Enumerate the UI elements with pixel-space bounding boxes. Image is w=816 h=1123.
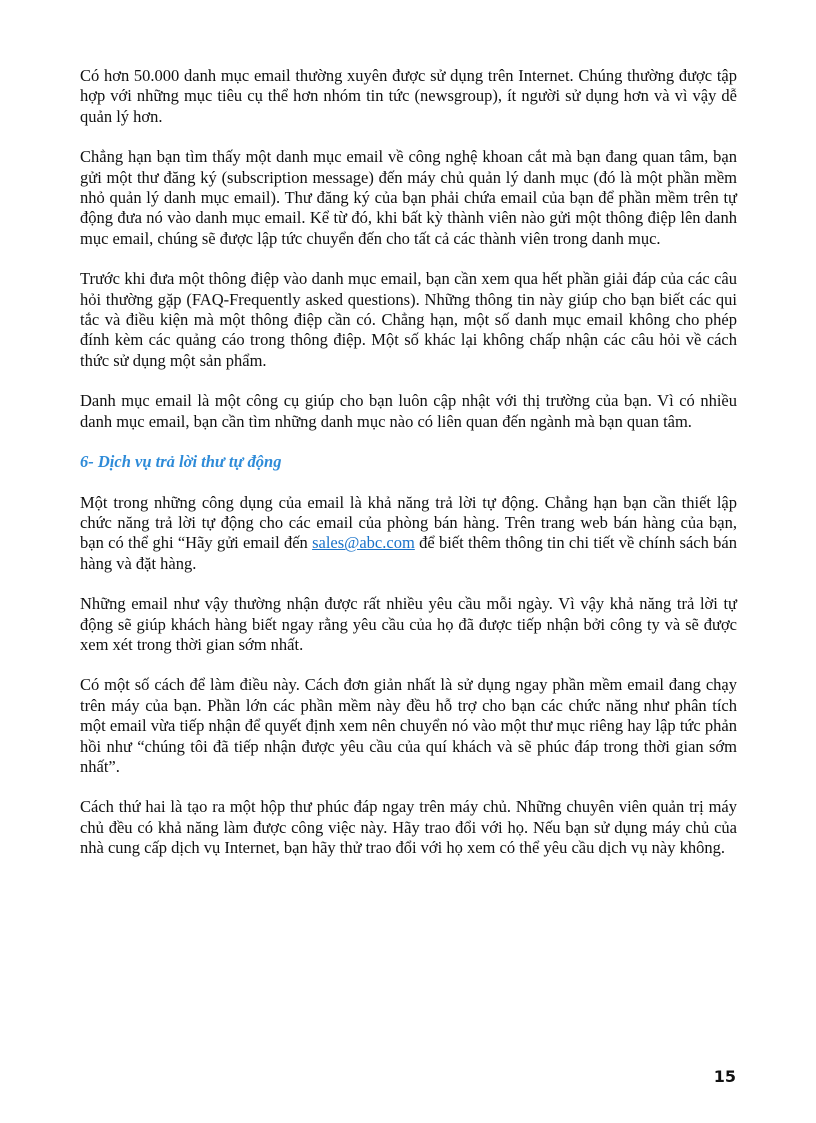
paragraph-faq: Trước khi đưa một thông điệp vào danh mục email, bạn cần xem qua hết phần giải đáp của các câu hỏi thường gặp (FAQ-Frequently asked questions). Những thông tin này giúp cho bạn biết các qui tắc và điều kiện mà một thông điệp cần có. Chẳng hạn, một số danh mục email không cho phép đính kèm các quảng cáo trong thông điệp. Một số khác lại không chấp nhận các câu hỏi về cách thức sử dụng một sản phẩm. — [80, 269, 737, 370]
page-number: 15 — [713, 1067, 736, 1086]
paragraph-many-requests: Những email như vậy thường nhận được rất nhiều yêu cầu mỗi ngày. Vì vậy khả năng trả lời tự động sẽ giúp khách hàng biết ngay rằng yêu cầu của họ đã được tiếp nhận bởi công ty và sẽ được xem xét trong thời gian sớm nhất. — [80, 594, 737, 654]
auto-reply-intro-text: Một trong những công dụng của email là khả năng trả lời tự động. Chẳng hạn bạn cần thiết lập chức năng trả lời tự động cho các email của phòng bán hàng. Trên trang web bán hàng của bạn, bạn có thể ghi “Hãy gửi email đến — [80, 492, 737, 553]
page-body — [80, 66, 737, 879]
auto-reply-intro-text-end: để biết thêm thông tin chi tiết về chính sách bán hàng và đặt hàng. — [80, 533, 737, 573]
section-heading-auto-reply: 6- Dịch vụ trả lời thư tự động — [80, 452, 282, 472]
paragraph-subscription: Chẳng hạn bạn tìm thấy một danh mục email về công nghệ khoan cắt mà bạn đang quan tâm, bạn gửi một thư đăng ký (subscription message) đến máy chủ quản lý danh mục (đó là một phần mềm nhỏ quản lý danh mục email). Thư đăng ký của bạn phải chứa email của bạn để phần mềm trên tự động đưa nó vào danh mục email. Kể từ đó, khi bất kỳ thành viên nào gửi một thông điệp lên danh mục email, chúng sẽ được lập tức chuyển đến cho tất cả các thành viên trong danh mục. — [80, 147, 737, 248]
paragraph-market-update: Danh mục email là một công cụ giúp cho bạn luôn cập nhật với thị trường của bạn. Vì có nhiều danh mục email, bạn cần tìm những danh mục nào có liên quan đến ngành mà bạn quan tâm. — [80, 391, 737, 431]
paragraph-auto-reply-intro — [80, 493, 737, 575]
paragraph-email-lists-count: Có hơn 50.000 danh mục email thường xuyên được sử dụng trên Internet. Chúng thường được tập hợp với những mục tiêu cụ thể hơn nhóm tin tức (newsgroup), ít người sử dụng hơn và vì vậy dễ quản lý hơn. — [80, 66, 737, 126]
paragraph-email-software: Có một số cách để làm điều này. Cách đơn giản nhất là sử dụng ngay phần mềm email đang chạy trên máy của bạn. Phần lớn các phần mềm này đều hỗ trợ cho bạn các chức năng như phân tích một email vừa tiếp nhận để quyết định xem nên chuyển nó vào một thư mục riêng hay lập tức phản hồi như “chúng tôi đã tiếp nhận được yêu cầu của quí khách và sẽ phúc đáp trong thời gian sớm nhất”. — [80, 675, 737, 776]
paragraph-server-mailbox: Cách thứ hai là tạo ra một hộp thư phúc đáp ngay trên máy chủ. Những chuyên viên quản trị máy chủ đều có khả năng làm được công việc này. Hãy trao đổi với họ. Nếu bạn sử dụng máy chủ của nhà cung cấp dịch vụ Internet, bạn hãy thử trao đổi với họ xem có thể yêu cầu dịch vụ này không. — [80, 797, 737, 858]
sales-email-link[interactable]: sales@abc.com — [312, 533, 415, 553]
